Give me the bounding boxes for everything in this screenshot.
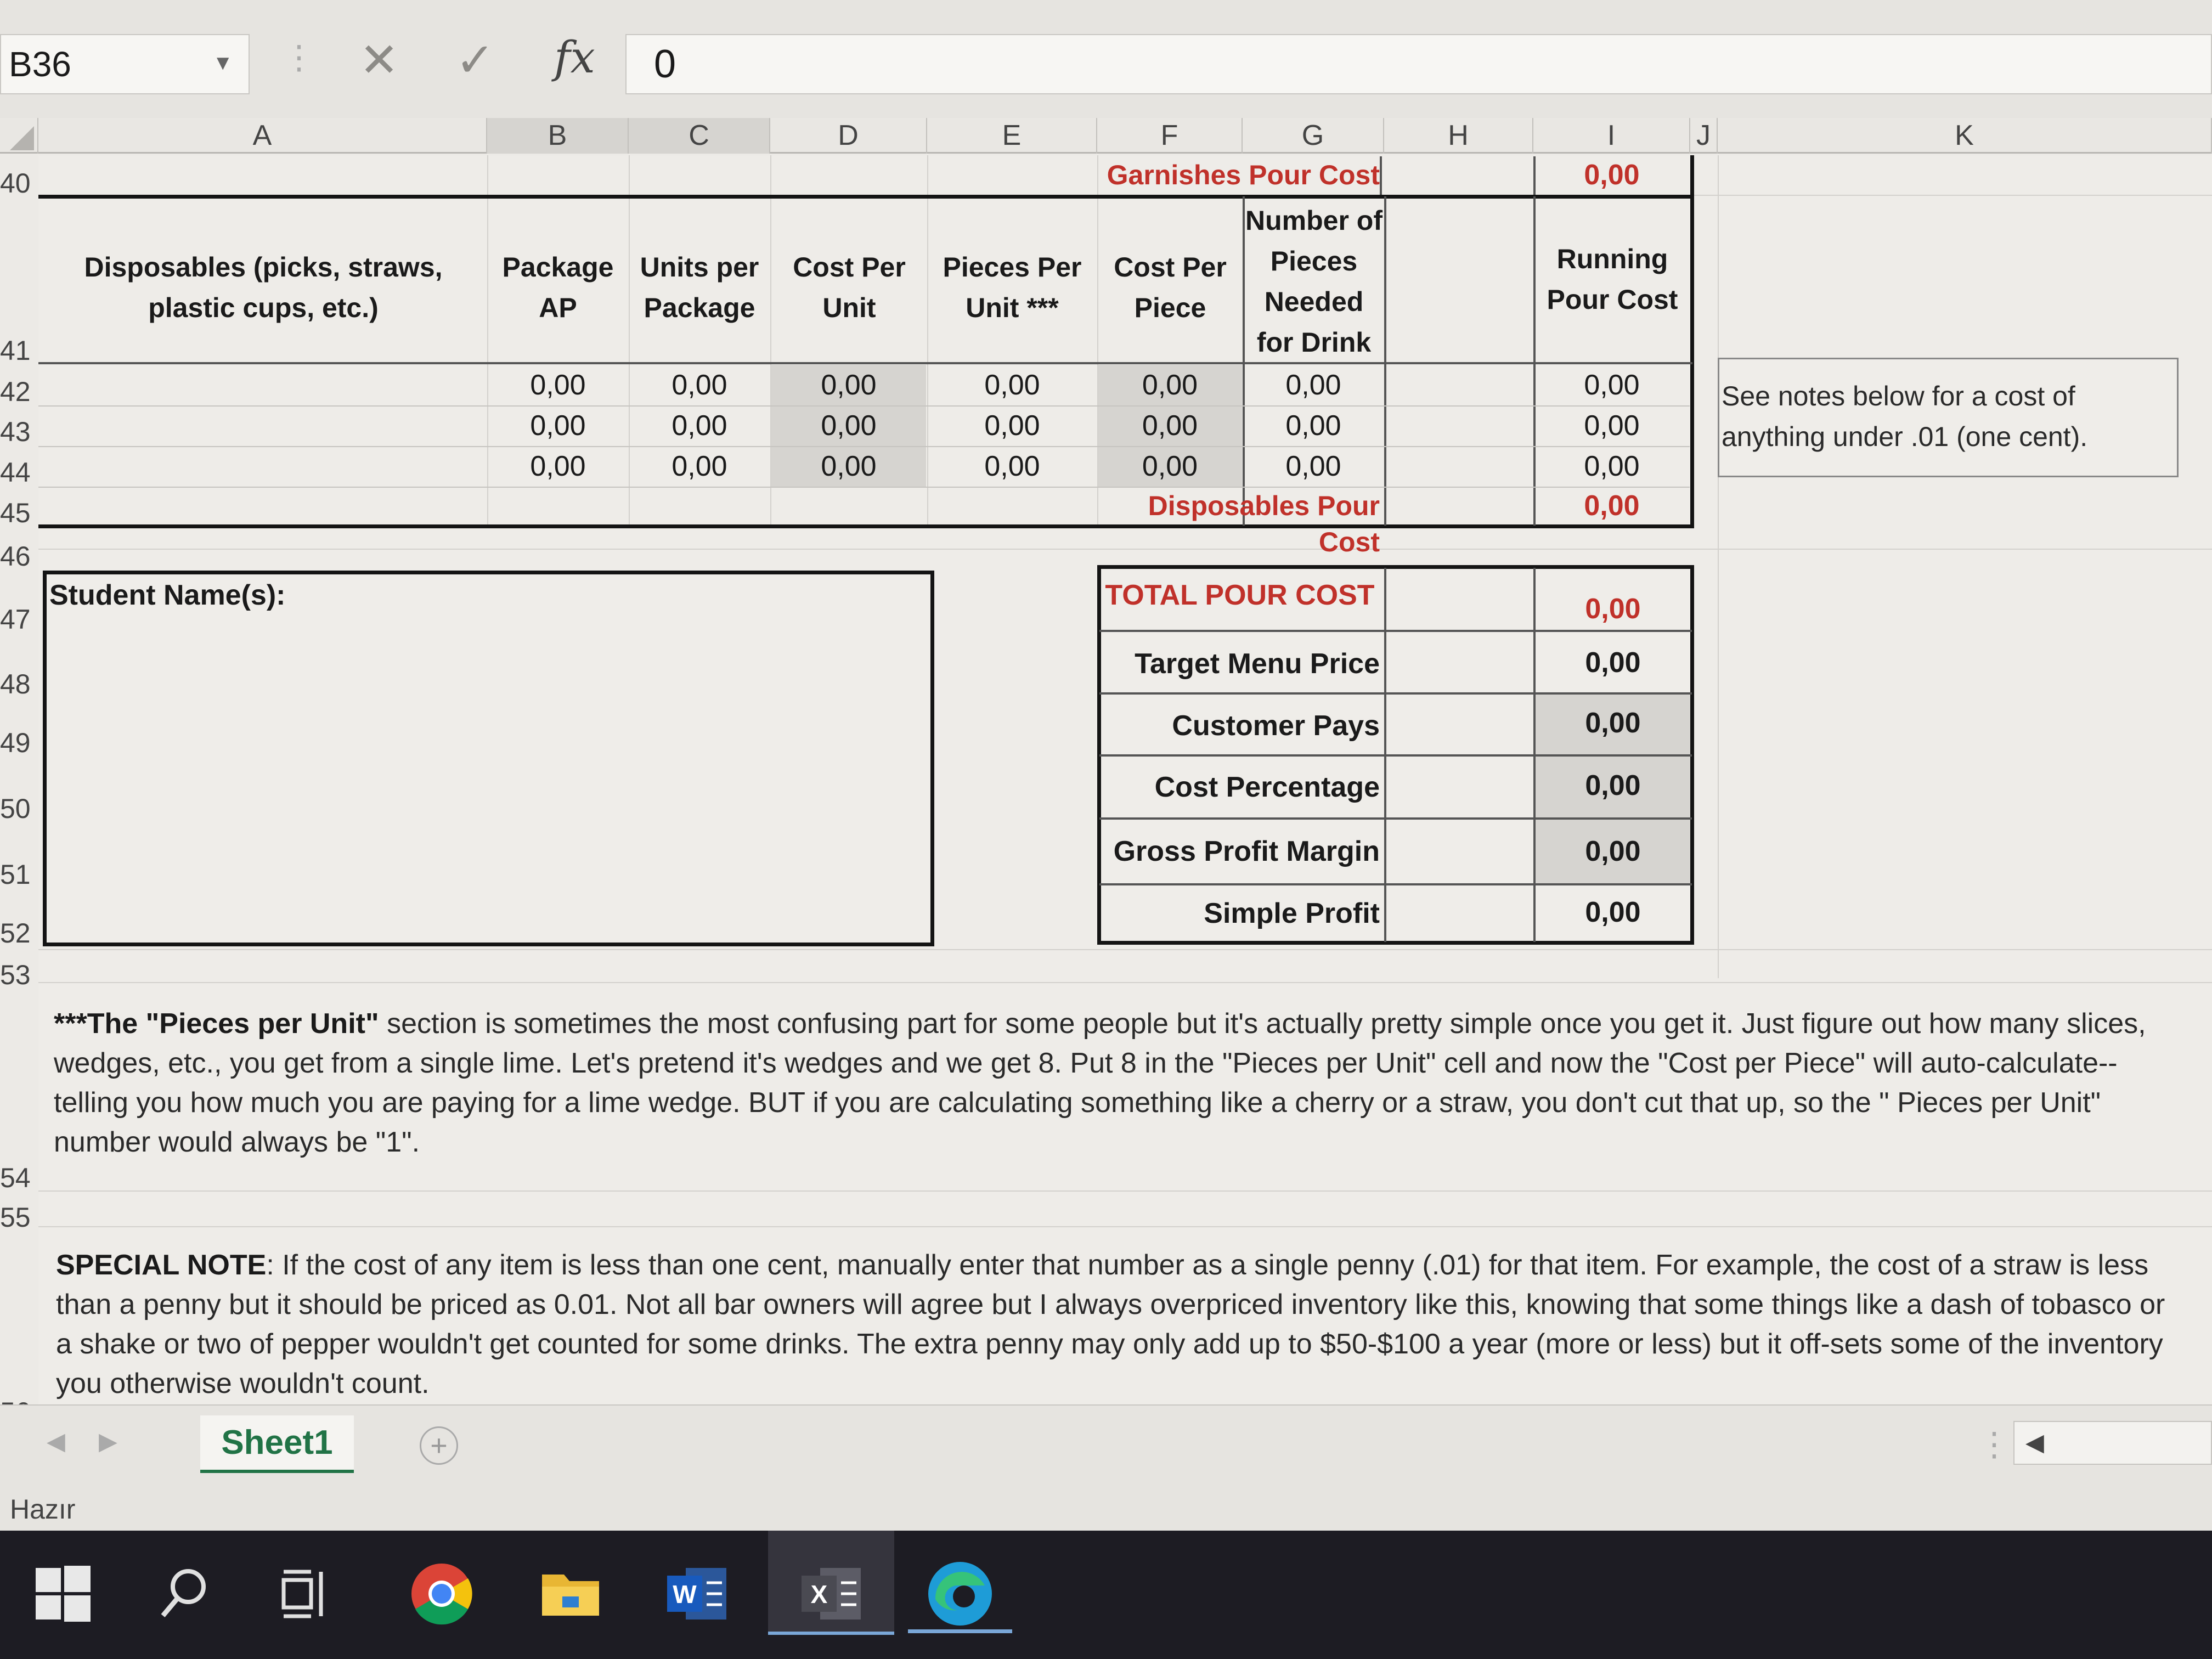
horizontal-scrollbar[interactable] — [2013, 1421, 2212, 1465]
more-options-icon[interactable]: ⋮ — [283, 39, 315, 76]
cost-percentage-value[interactable]: 0,00 — [1585, 770, 1641, 802]
row-header-45[interactable]: 45 — [0, 498, 31, 528]
scroll-tabs-right-icon[interactable]: ▶ — [99, 1428, 117, 1455]
windows-start-icon[interactable] — [27, 1558, 99, 1629]
cancel-icon[interactable]: ✕ — [359, 34, 399, 87]
header-package-ap: Package AP — [502, 252, 614, 323]
cell-d42[interactable]: 0,00 — [821, 369, 877, 401]
word-icon[interactable] — [661, 1558, 732, 1629]
disposables-pour-cost-value[interactable]: 0,00 — [1584, 490, 1640, 522]
search-icon[interactable] — [148, 1558, 219, 1629]
cell-d43[interactable]: 0,00 — [821, 410, 877, 442]
student-names-label: Student Name(s): — [49, 579, 286, 611]
cell-f43[interactable]: 0,00 — [1142, 410, 1198, 442]
chrome-icon[interactable] — [406, 1558, 477, 1629]
gross-profit-margin-label: Gross Profit Margin — [1113, 836, 1380, 867]
pieces-per-unit-note — [54, 1004, 2177, 1162]
column-header-e[interactable]: E — [927, 118, 1097, 154]
column-header-k[interactable]: K — [1718, 118, 2212, 154]
cell-f44[interactable]: 0,00 — [1142, 450, 1198, 482]
row-header-54[interactable]: 54 — [0, 1163, 31, 1193]
total-pour-cost-value[interactable]: 0,00 — [1585, 593, 1641, 625]
formula-value: 0 — [654, 42, 676, 86]
garnishes-pour-cost-label: Garnishes Pour Cost — [1107, 160, 1380, 190]
cell-e42[interactable]: 0,00 — [984, 369, 1040, 401]
cell-g43[interactable]: 0,00 — [1285, 410, 1341, 442]
column-header-f[interactable]: F — [1097, 118, 1243, 154]
row-header-53[interactable]: 53 — [0, 960, 31, 990]
more-options-icon[interactable]: ⋮ — [1978, 1426, 2011, 1463]
scroll-tabs-left-icon[interactable]: ◀ — [47, 1428, 65, 1455]
column-header-j[interactable]: J — [1690, 118, 1718, 154]
column-header-a[interactable]: A — [38, 118, 487, 154]
header-units-per-package: Units per Package — [640, 252, 759, 323]
cell-c44[interactable]: 0,00 — [672, 450, 727, 482]
cell-g42[interactable]: 0,00 — [1285, 369, 1341, 401]
chevron-down-icon[interactable]: ▼ — [212, 52, 233, 75]
student-names-box[interactable] — [43, 571, 934, 946]
cell-d44[interactable]: 0,00 — [821, 450, 877, 482]
row-header-55[interactable]: 55 — [0, 1202, 31, 1233]
cell-b44[interactable]: 0,00 — [530, 450, 586, 482]
gross-profit-margin-value[interactable]: 0,00 — [1585, 836, 1641, 867]
add-sheet-button[interactable] — [420, 1426, 458, 1465]
row-header-50[interactable]: 50 — [0, 793, 31, 824]
cell-reference: B36 — [9, 44, 71, 84]
row-header-51[interactable]: 51 — [0, 859, 31, 890]
target-menu-price-value[interactable]: 0,00 — [1585, 647, 1641, 679]
row-header-48[interactable]: 48 — [0, 669, 31, 699]
special-note — [56, 1245, 2177, 1403]
name-box[interactable] — [0, 34, 250, 94]
cost-percentage-label: Cost Percentage — [1154, 771, 1380, 803]
row-header-52[interactable]: 52 — [0, 918, 31, 949]
table-row — [38, 405, 1690, 446]
cell-i42[interactable]: 0,00 — [1584, 369, 1640, 401]
formula-input[interactable] — [625, 34, 2212, 94]
cell-c43[interactable]: 0,00 — [672, 410, 727, 442]
side-note-text: See notes below for a cost of anything under .01 (one cent). — [1722, 381, 2088, 452]
cell-f42[interactable]: 0,00 — [1142, 369, 1198, 401]
svg-text:W: W — [673, 1580, 697, 1609]
row-header-47[interactable]: 47 — [0, 604, 31, 635]
excel-icon[interactable] — [795, 1558, 867, 1629]
total-pour-cost-label: TOTAL POUR COST — [1105, 579, 1375, 611]
column-header-i[interactable]: I — [1533, 118, 1690, 154]
column-header-c[interactable]: C — [629, 118, 770, 154]
header-cost-per-piece: Cost Per Piece — [1114, 252, 1227, 323]
simple-profit-value[interactable]: 0,00 — [1585, 896, 1641, 928]
scroll-left-icon[interactable]: ◀ — [2025, 1429, 2044, 1456]
status-bar — [0, 1481, 2212, 1536]
cell-b43[interactable]: 0,00 — [530, 410, 586, 442]
garnishes-pour-cost-value[interactable]: 0,00 — [1584, 159, 1640, 191]
target-menu-price-label: Target Menu Price — [1135, 648, 1380, 680]
row-header-44[interactable]: 44 — [0, 457, 31, 488]
file-explorer-icon[interactable] — [535, 1558, 606, 1629]
task-view-icon[interactable] — [272, 1558, 343, 1629]
svg-text:X: X — [810, 1580, 828, 1609]
column-header-h[interactable]: H — [1384, 118, 1533, 154]
row-header-41[interactable]: 41 — [0, 335, 31, 366]
customer-pays-label: Customer Pays — [1172, 710, 1380, 742]
special-note-body: : If the cost of any item is less than one cent, manually enter that number as a single penny (.01) for that item. For example, the cost of a straw is less than a penny but it should be priced as 0.01. Not all bar owners will agree but I always overpriced inventory like this, knowing that some things like a dash of tobasco or a shake or two of pepper wouldn't get counted for some drinks. The extra penny may only add up to $50-$100 a year (more or less) but it off-sets some of the inventory you otherwise wouldn't count. — [56, 1249, 2165, 1400]
header-pieces-per-unit: Pieces Per Unit *** — [943, 252, 1082, 323]
pieces-note-body: section is sometimes the most confusing part for some people but it's actually pretty simple once you get it. Just figure out how many slices, wedges, etc., you get from a single lime. Let's pretend it's wedges and we get 8. Put 8 in the "Pieces per Unit" cell and now the "Cost per Piece" will auto-calculate--telling you how much you are paying for a lime wedge. BUT if you are calculating something like a cherry or a straw, you don't cut that up, so the " Pieces per Unit" number would always be "1". — [54, 1008, 2146, 1158]
column-header-bar — [0, 118, 2212, 154]
column-header-d[interactable]: D — [770, 118, 927, 154]
row-header-46[interactable]: 46 — [0, 541, 31, 572]
cell-b42[interactable]: 0,00 — [530, 369, 586, 401]
header-cost-per-unit: Cost Per Unit — [793, 252, 906, 323]
sheet-tab-sheet1[interactable]: Sheet1 — [200, 1415, 354, 1473]
disposables-pour-cost-label: Disposables Pour Cost — [1148, 490, 1380, 557]
column-header-b[interactable]: B — [487, 118, 629, 154]
status-ready-text: Hazır — [10, 1494, 76, 1525]
table-row — [38, 446, 1690, 487]
special-note-prefix: SPECIAL NOTE — [56, 1249, 267, 1281]
simple-profit-label: Simple Profit — [1204, 898, 1380, 929]
edge-icon[interactable] — [924, 1558, 996, 1629]
cell-i44[interactable]: 0,00 — [1584, 450, 1640, 482]
pieces-note-prefix: ***The "Pieces per Unit" — [54, 1008, 379, 1040]
row-header-43[interactable]: 43 — [0, 416, 31, 447]
cell-e43[interactable]: 0,00 — [984, 410, 1040, 442]
row-header-49[interactable]: 49 — [0, 727, 31, 758]
customer-pays-value[interactable]: 0,00 — [1585, 707, 1641, 739]
row-header-40[interactable]: 40 — [0, 168, 31, 199]
cell-e44[interactable]: 0,00 — [984, 450, 1040, 482]
header-running-pour-cost: Running Pour Cost — [1547, 244, 1678, 315]
cell-i43[interactable]: 0,00 — [1584, 410, 1640, 442]
edge-active-indicator — [908, 1629, 1012, 1633]
enter-icon[interactable]: ✓ — [455, 34, 495, 87]
insert-function-icon[interactable]: fx — [554, 32, 595, 83]
cell-g44[interactable]: 0,00 — [1285, 450, 1341, 482]
column-header-g[interactable]: G — [1243, 118, 1384, 154]
table-row — [38, 365, 1690, 405]
row-header-42[interactable]: 42 — [0, 376, 31, 407]
header-disposables: Disposables (picks, straws, plastic cups, etc.) — [84, 252, 443, 323]
cell-c42[interactable]: 0,00 — [672, 369, 727, 401]
select-all-corner[interactable] — [0, 118, 38, 154]
plus-icon: + — [430, 1429, 448, 1462]
header-number-of-pieces: Number of Pieces Needed for Drink — [1245, 205, 1383, 358]
